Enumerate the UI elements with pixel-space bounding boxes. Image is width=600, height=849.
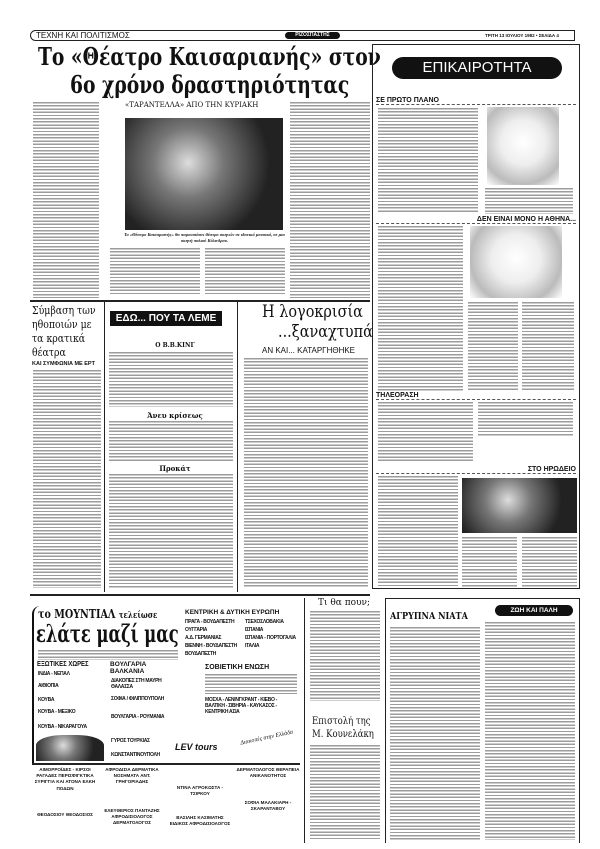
small-ad-2: ΑΦΡΟΔΙΣΙΑ ΔΕΡΜΑΤΙΚΑ ΝΟΣΗΜΑΤΑ ΑΝΤ. ΓΡΗΓΟΡΙΑΔΗΣ bbox=[105, 767, 159, 785]
ad-europe-4: ΒΟΥΔΑΠΕΣΤΗ bbox=[185, 651, 217, 657]
agrypna-niata-headline: ΑΓΡΥΠΝΑ ΝΙΑΤΑ bbox=[390, 612, 468, 622]
zoi-kai-pali-badge: ΖΩΗ ΚΑΙ ΠΑΛΗ bbox=[495, 605, 573, 616]
athina-text-col2 bbox=[468, 302, 518, 390]
ad-exotic-1: ΑΙΘΙΟΠΙΑ bbox=[38, 683, 59, 689]
symvasi-subhead: ΚΑΙ ΣΥΜΦΩΝΙΑ ΜΕ ΕΡΤ bbox=[32, 361, 95, 367]
athina-text-col3 bbox=[522, 302, 574, 390]
proto-plano-text bbox=[378, 108, 478, 213]
ad-europe-2: Α.Δ. ΓΕΡΜΑΝΙΑΣ bbox=[185, 635, 222, 641]
ad-bulg-2: ΒΟΥΛΓΑΡΙΑ - ΡΟΥΜΑΝΙΑ bbox=[111, 714, 165, 720]
ad-exotic-0: ΙΝΔΙΑ - ΝΕΠΑΛ bbox=[38, 671, 70, 677]
small-ad-5: ΒΑΣΙΛΗΣ ΚΑΣΙΜΑΤΗΣ ΕΙΔΙΚΟΣ ΑΦΡΟΔΙΣΙΟΛΟΓΟΣ bbox=[169, 815, 231, 827]
ad-bulg-3: ΓΥΡΟΣ ΤΟΥΡΚΙΑΣ bbox=[111, 738, 150, 744]
agrypna-text-col2 bbox=[485, 622, 575, 840]
ad-europe-1: ΟΥΓΓΑΡΙΑ bbox=[185, 627, 208, 633]
chaplin-illustration bbox=[487, 107, 559, 185]
ad-europe2-3: ΙΤΑΛΙΑ bbox=[245, 643, 260, 649]
chaplin-caption bbox=[485, 188, 573, 214]
anef-text bbox=[109, 421, 233, 461]
ad-exotic-3: ΚΟΥΒΑ - ΜΕΞΙΚΟ bbox=[38, 709, 76, 715]
small-ad-4: ΝΤΙΝΑ ΑΓΡΟΚΩΣΤΑ - ΤΣΙΡΚΟΥ bbox=[176, 785, 224, 797]
lead-text-col1 bbox=[33, 102, 99, 298]
ad-teleiose: τελείωσε bbox=[118, 611, 158, 621]
dancers-photo bbox=[462, 478, 577, 533]
divider bbox=[104, 302, 105, 592]
ad-intro-text bbox=[38, 650, 178, 660]
symvasi-headline-1: Σύμβαση των bbox=[32, 304, 96, 317]
group-photo bbox=[470, 226, 562, 298]
ad-exotic-4: ΚΟΥΒΑ - ΝΙΚΑΡΑΓΟΥΑ bbox=[38, 724, 87, 730]
ad-europe2-1: ΙΣΠΑΝΙΑ bbox=[245, 627, 264, 633]
ad-ussr-items: ΜΟΣΧΑ - ΛΕΝΙΝΓΚΡΑΝΤ - ΚΙΕΒΟ - ΒΑΛΤΙΚΗ - ΣΙΒΗΡΙΑ - ΚΑΥΚΑΣΟΣ - ΚΕΝΤΡΙΚΗ ΑΣΙΑ bbox=[205, 697, 278, 715]
irodeio-text-col2 bbox=[462, 537, 517, 587]
palm-trees-illustration bbox=[36, 735, 104, 761]
ad-europe-heading: ΚΕΝΤΡΙΚΗ & ΔΥΤΙΚΗ ΕΥΡΩΠΗ bbox=[185, 609, 280, 616]
ad-mountial: το ΜΟΥΝΤΙΑΛ bbox=[38, 607, 116, 621]
ad-bulg-0: ΔΙΑΚΟΠΕΣ ΣΤΗ ΜΑΥΡΗ ΘΑΛΑΣΣΑ bbox=[111, 678, 162, 690]
letter-headline-2: Μ. Κουνελάκη bbox=[312, 729, 374, 740]
letter-text bbox=[310, 745, 380, 840]
athina-text-col1 bbox=[378, 226, 463, 391]
anef-kriseos-subhead: Άνευ κρίσεως bbox=[147, 411, 203, 420]
date-page: ΤΡΙΤΗ 13 ΙΟΥΛΙΟΥ 1982 • ΣΕΛΙΔΑ 4 bbox=[485, 33, 559, 38]
ad-stamp: Διακοπές στην Ελλάδα bbox=[239, 729, 294, 747]
bbking-subhead: Ο Β.Β.ΚΙΝΓ bbox=[155, 342, 195, 349]
letter-headline-1: Επιστολή της bbox=[312, 716, 371, 727]
section-sto-irodeio: ΣΤΟ ΗΡΩΔΕΙΟ bbox=[376, 466, 576, 474]
epikairotita-badge: ΕΠΙΚΑΙΡΟΤΗΤΑ bbox=[392, 57, 562, 79]
small-ad-0: ΑΙΜΟΡΡΟΪΔΕΣ - ΚΙΡΣΟΙ ΡΑΓΑΔΕΣ ΠΕΡΙΣΦΙΓΚΤΙΚΑ ΣΥΡΙΓΓΙΑ ΚΑΙ ΑΤΟΝΑ ΕΛΚΗ ΠΟΔΩΝ bbox=[34, 767, 96, 791]
ad-headline-2: ελάτε μαζί μας bbox=[36, 619, 179, 648]
symvasi-headline-4: θέατρα bbox=[32, 346, 66, 359]
bbking-text bbox=[109, 352, 233, 407]
censor-headline-1: Η λογοκρισία bbox=[262, 302, 363, 322]
divider bbox=[32, 763, 300, 765]
ad-bulg-1: ΣΟΦΙΑ / ΦΙΛΙΠΠΟΥΠΟΛΗ bbox=[111, 696, 164, 702]
censor-text bbox=[244, 358, 368, 588]
ti-tha-poun-headline: Τι θα πουν; bbox=[318, 598, 371, 608]
ad-exotic-heading: ΕΞΩΤΙΚΕΣ ΧΩΡΕΣ bbox=[37, 661, 89, 668]
divider bbox=[304, 598, 305, 843]
symvasi-text bbox=[33, 370, 101, 588]
ad-bulgaria-heading: ΒΟΥΛΓΑΡΙΑ ΒΑΛΚΑΝΙΑ bbox=[110, 661, 147, 676]
ad-europe2-2: ΙΣΠΑΝΙΑ - ΠΟΡΤΟΓΑΛΙΑ bbox=[245, 635, 296, 641]
prokat-subhead: Προκάτ bbox=[159, 464, 191, 473]
small-ad-1: ΘΕΟΔΟΣΙΟΥ ΘΕΟΔΟΣΙΟΣ bbox=[37, 812, 93, 817]
ad-europe-0: ΠΡΑΓΑ - ΒΟΥΔΑΠΕΣΤΗ bbox=[185, 619, 235, 625]
symvasi-headline-3: τα κρατικά bbox=[32, 332, 86, 345]
small-ad-7: ΣΟΦΙΑ ΜΑΛΑΚΙΑΡΗ - ΣΚΑΡΑΝΤΑΒΟΥ bbox=[244, 800, 292, 812]
irodeio-text-col3 bbox=[522, 537, 577, 587]
symvasi-headline-2: ηθοποιών με bbox=[32, 318, 92, 331]
divider bbox=[237, 302, 238, 592]
ad-bulg-4: ΚΩΝΣΤΑΝΤΙΝΟΥΠΟΛΗ bbox=[111, 752, 160, 758]
section-den-einai-mono: ΔΕΝ ΕΙΝΑΙ ΜΟΝΟ Η ΑΘΗΝΑ... bbox=[376, 216, 576, 224]
lead-text-col3 bbox=[205, 248, 285, 296]
ad-europe-3: ΒΙΕΝΝΗ - ΒΟΥΔΑΠΕΣΤΗ bbox=[185, 643, 237, 649]
lead-photo-caption: Το «Θέατρο Καισαριανής» θα παρουσιάσει θέατρο σκηνών σε ιδανικό μουσικό, σε μια σκηνή παλιού Κύλινδρου. bbox=[124, 232, 285, 243]
lev-tours-logo: LEV tours bbox=[175, 742, 218, 752]
ad-exotic-2: ΚΟΥΒΑ bbox=[38, 697, 55, 703]
tv-text-col1 bbox=[378, 402, 473, 462]
lead-headline-line1: Το «Θέατρο Καισαριανής» στον bbox=[38, 42, 381, 71]
agrypna-text-col1 bbox=[390, 627, 480, 840]
small-ad-3: ΕΛΕΥΘΕΡΙΟΣ ΠΑΝΤΑΖΗΣ ΑΦΡΟΔΙΣΙΟΛΟΓΟΣ ΔΕΡΜΑΤΟΛΟΓΟΣ bbox=[104, 808, 160, 826]
irodeio-text-col1 bbox=[378, 476, 458, 586]
ad-europe2-0: ΤΣΕΧΟΣΛΟΒΑΚΙΑ bbox=[245, 619, 284, 625]
ti-tha-poun-text bbox=[310, 611, 380, 701]
section-se-proto-plano: ΣΕ ΠΡΩΤΟ ΠΛΑΝΟ bbox=[376, 97, 576, 105]
lead-headline-line2: 6ο χρόνο δραστηριότητας bbox=[70, 70, 350, 99]
small-ad-6: ΔΕΡΜΑΤΟΛΟΓΟΣ ΘΕΡΑΠΕΙΑ ΑΝΙΚΑΝΟΤΗΤΟΣ bbox=[236, 767, 300, 779]
tv-text-col2 bbox=[478, 402, 573, 437]
newspaper-logo: ΡΙΖΟΣΠΑΣΤΗΣ bbox=[285, 32, 340, 39]
censor-subhead: ΑΝ ΚΑΙ... ΚΑΤΑΡΓΗΘΗΚΕ bbox=[262, 346, 356, 355]
censor-headline-2: ...ξαναχτυπά bbox=[278, 322, 373, 342]
prokat-text bbox=[109, 474, 233, 588]
lead-text-col4 bbox=[290, 102, 370, 298]
edo-pou-ta-leme-badge: ΕΔΩ... ΠΟΥ ΤΑ ΛΕΜΕ bbox=[110, 311, 222, 326]
ad-ussr-heading: ΣΟΒΙΕΤΙΚΗ ΕΝΩΣΗ bbox=[205, 664, 270, 671]
lead-subhead: «ΤΑΡΑΝΤΕΛΛΑ» ΑΠΟ ΤΗΝ ΚΥΡΙΑΚΗ bbox=[125, 101, 259, 109]
lead-photo bbox=[125, 118, 283, 230]
section-title: ΤΕΧΝΗ ΚΑΙ ΠΟΛΙΤΙΣΜΟΣ bbox=[36, 31, 130, 40]
lead-text-col2 bbox=[110, 248, 200, 296]
ad-ussr-text bbox=[205, 674, 297, 694]
divider bbox=[30, 594, 370, 596]
section-tileorasi: ΤΗΛΕΟΡΑΣΗ bbox=[376, 392, 576, 400]
